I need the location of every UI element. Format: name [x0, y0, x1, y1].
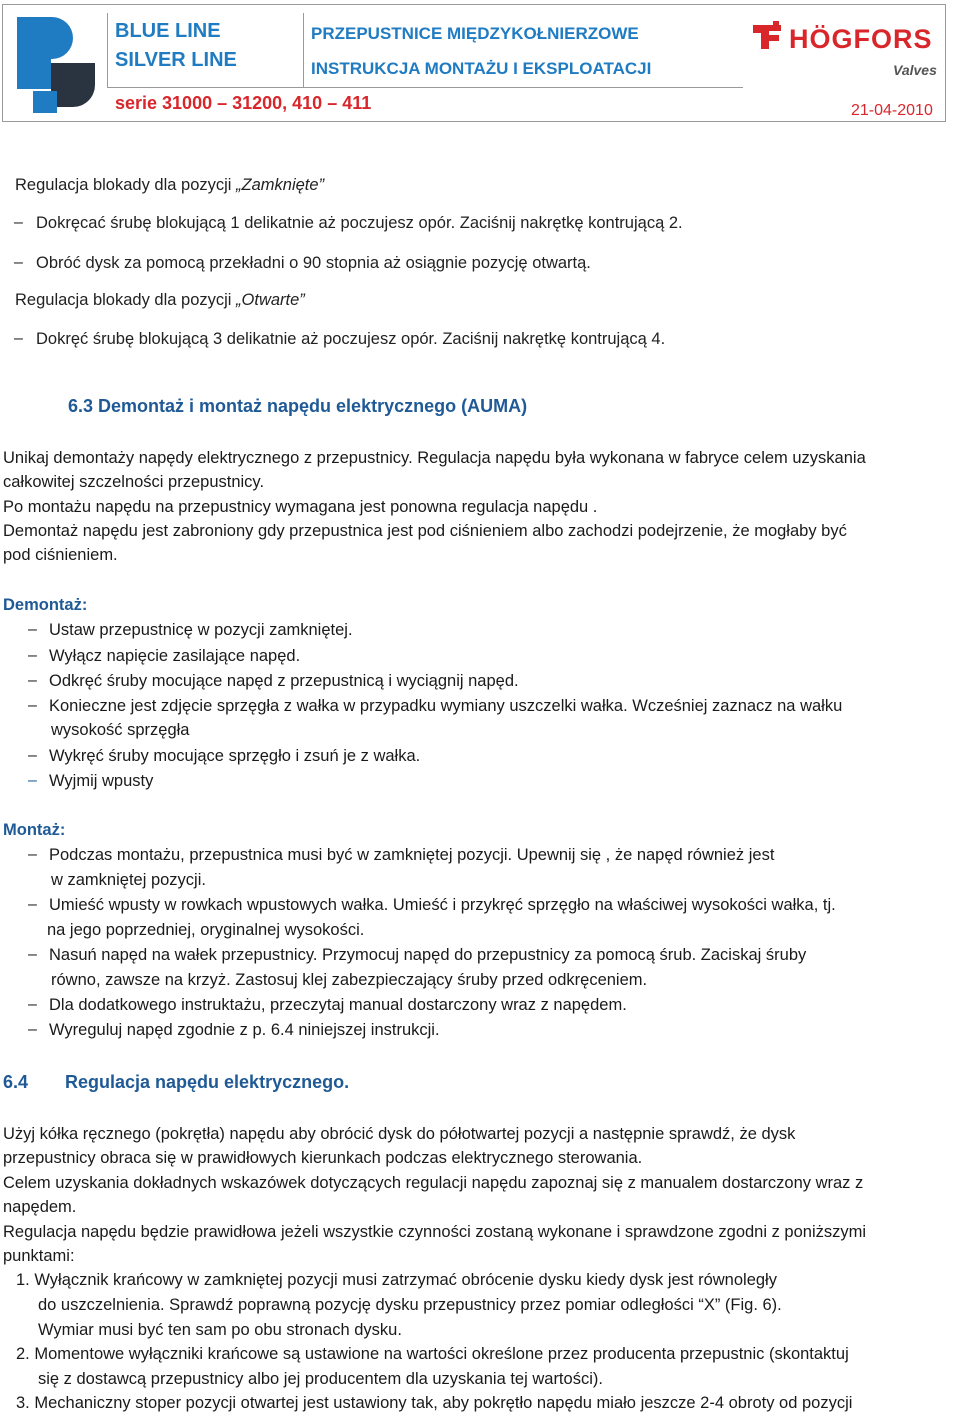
- list-item-continuation: w zamkniętej pozycji.: [51, 871, 206, 889]
- list-item-continuation: równo, zawsze na krzyż. Zastosuj klej zabezpieczający śruby przed odkręceniem.: [51, 971, 648, 989]
- dash-icon: –: [14, 214, 23, 231]
- section-heading: Regulacja napędu elektrycznego.: [65, 1072, 350, 1092]
- numbered-point-continuation: do uszczelnienia. Sprawdź poprawną pozycję dysku przepustnicy przez pomiar odległości “X” (Fig. 6).: [38, 1296, 782, 1314]
- numbered-point-continuation: się z dostawcą przepustnicy albo jej producentem dla uzyskania tej wartości).: [38, 1370, 603, 1388]
- paragraph-line: Unikaj demontaży napędy elektrycznego z przepustnicy. Regulacja napędu była wykonana w fabryce celem uzyskania: [3, 449, 866, 467]
- list-item: Wykręć śruby mocujące sprzęgło i zsuń je z wałka.: [49, 747, 421, 765]
- list-item: Odkręć śruby mocujące napęd z przepustnicą i wyciągnij napęd.: [49, 672, 519, 690]
- paragraph-line: Regulacja napędu będzie prawidłowa jeżeli wszystkie czynności zostaną wykonane i sprawdzone zgodni z poniższymi: [3, 1223, 867, 1241]
- list-item: Wyłącz napięcie zasilające napęd.: [49, 647, 301, 665]
- list-item: Wyjmij wpusty: [49, 772, 154, 790]
- dash-icon: –: [14, 254, 23, 271]
- numbered-point-continuation: Wymiar musi być ten sam po obu stronach dysku.: [38, 1321, 402, 1339]
- document-date: 21-04-2010: [851, 102, 933, 119]
- dash-icon: –: [28, 647, 37, 664]
- list-item: Podczas montażu, przepustnica musi być w zamkniętej pozycji. Upewnij się , że napęd również jest: [49, 846, 775, 864]
- dash-icon: –: [28, 1021, 37, 1038]
- paragraph-line: Demontaż napędu jest zabroniony gdy przepustnica jest pod ciśnieniem albo zachodzi podejrzenie, że mogłaby być: [3, 522, 847, 540]
- dash-icon: –: [14, 330, 23, 347]
- open-lock-title: Regulacja blokady dla pozycji „Otwarte”: [15, 291, 305, 309]
- dash-icon: –: [28, 846, 37, 863]
- list-item-continuation: na jego poprzedniej, oryginalnej wysokości.: [47, 921, 365, 939]
- page-header: BLUE LINE SILVER LINE serie 31000 – 31200, 410 – 411 PRZEPUSTNICE MIĘDZYKOŁNIERZOWE INSTRUKCJA MONTAŻU I EKSPLOATACJI HÖGFORS Valves 21-04-2010: [2, 4, 946, 122]
- list-item: Konieczne jest zdjęcie sprzęgła z wałka w przypadku wymiany uszczelki wałka. Wcześniej zaznacz na wałku: [49, 697, 843, 715]
- paragraph-line: całkowitej szczelności przepustnicy.: [3, 473, 265, 491]
- demontaz-title: Demontaż:: [3, 596, 88, 614]
- paragraph-line: Celem uzyskania dokładnych wskazówek dotyczących regulacji napędu zapoznaj się z manualem dostarczony wraz z: [3, 1174, 864, 1192]
- list-item: Umieść wpusty w rowkach wpustowych wałka. Umieść i przykręć sprzęgło na właściwej wysokości wałka, tj.: [49, 896, 836, 914]
- dash-icon: –: [28, 697, 37, 714]
- dash-icon: –: [28, 946, 37, 963]
- brand-line-1: BLUE LINE: [115, 20, 221, 42]
- section-heading: 6.3 Demontaż i montaż napędu elektrycznego (AUMA): [68, 396, 528, 416]
- paragraph-line: napędem.: [3, 1198, 77, 1216]
- hogfors-logo-icon: [751, 19, 787, 53]
- list-item: Nasuń napęd na wałek przepustnicy. Przymocuj napęd do przepustnicy za pomocą śrub. Zaciskaj śruby: [49, 946, 807, 964]
- dash-icon: –: [28, 996, 37, 1013]
- dash-icon: –: [28, 896, 37, 913]
- list-item: Dokręcać śrubę blokującą 1 delikatnie aż poczujesz opór. Zaciśnij nakrętkę kontrującą 2.: [36, 214, 683, 232]
- dash-icon: –: [28, 747, 37, 764]
- numbered-point: 2. Momentowe wyłączniki krańcowe są ustawione na wartości określone przez producenta przepustnic (skontaktuj: [16, 1345, 849, 1363]
- paragraph-line: punktami:: [3, 1247, 75, 1265]
- list-item-continuation: wysokość sprzęgła: [51, 721, 190, 739]
- paragraph-line: Użyj kółka ręcznego (pokrętła) napędu aby obrócić dysk do półotwartej pozycji a następnie sprawdź, że dysk: [3, 1125, 796, 1143]
- paragraph-line: przepustnicy obraca się w prawidłowych kierunkach podczas elektrycznego sterowania.: [3, 1149, 643, 1167]
- dash-icon: –: [28, 772, 37, 789]
- closed-lock-title: Regulacja blokady dla pozycji „Zamknięte”: [15, 176, 325, 194]
- montaz-title: Montaż:: [3, 821, 66, 839]
- dash-icon: –: [28, 672, 37, 689]
- list-item: Dokręć śrubę blokującą 3 delikatnie aż poczujesz opór. Zaciśnij nakrętkę kontrującą 4.: [36, 330, 666, 348]
- document-title: PRZEPUSTNICE MIĘDZYKOŁNIERZOWE: [311, 24, 639, 43]
- document-subtitle: INSTRUKCJA MONTAŻU I EKSPLOATACJI: [311, 59, 652, 78]
- section-number: 6.4: [3, 1072, 29, 1092]
- list-item: Obróć dysk za pomocą przekładni o 90 stopnia aż osiągnie pozycję otwartą.: [36, 254, 591, 272]
- list-item: Ustaw przepustnicę w pozycji zamkniętej.: [49, 621, 353, 639]
- dash-icon: –: [28, 621, 37, 638]
- numbered-point: 3. Mechaniczny stoper pozycji otwartej jest ustawiony tak, aby pokrętło napędu miało jeszcze 2-4 obroty od pozycji: [16, 1394, 853, 1412]
- list-item: Wyreguluj napęd zgodnie z p. 6.4 niniejszej instrukcji.: [49, 1021, 440, 1039]
- series-label: serie 31000 – 31200, 410 – 411: [115, 93, 372, 113]
- paragraph-line: pod ciśnieniem.: [3, 546, 118, 564]
- brand-line-2: SILVER LINE: [115, 49, 237, 71]
- list-item: Dla dodatkowego instruktażu, przeczytaj manual dostarczony wraz z napędem.: [49, 996, 627, 1014]
- paragraph: Po montażu napędu na przepustnicy wymagana jest ponowna regulacja napędu .: [3, 498, 598, 516]
- numbered-point: 1. Wyłącznik krańcowy w zamkniętej pozycji musi zatrzymać obrócenie dysku kiedy dysk jest równoległy: [16, 1271, 777, 1289]
